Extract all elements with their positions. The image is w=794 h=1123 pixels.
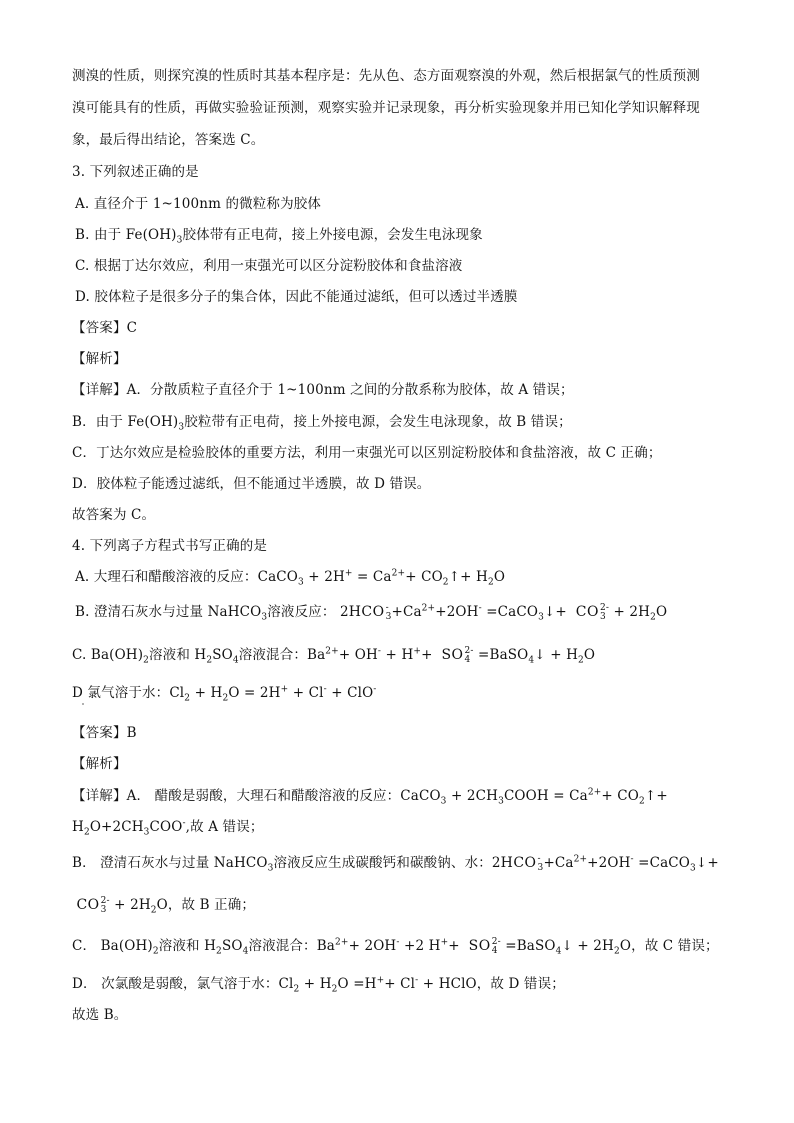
q3-option-b: B. 由于 $Fe(OH)_3$胶体带有正电荷，接上外接电源，会发生电泳现象: [75, 227, 483, 246]
q3-conclusion: 故答案为 C。: [72, 507, 156, 523]
q3-option-c: C. 根据丁达尔效应，利用一束强光可以区分淀粉胶体和食盐溶液: [75, 258, 463, 274]
q4-option-d: D 氯气溶于水：$Cl_2 + H_2O = 2H^+ + Cl^- + ClO^-$: [72, 684, 377, 704]
q3-detail-b: B．由于 $Fe(OH)_3$胶粒带有正电荷，接上外接电源，会发生电泳现象，故 B 错误；: [72, 414, 572, 433]
q4-detail-c: C． $Ba(OH)_2$溶液和 $H_2SO_4$溶液混合：$Ba^{2+}+ 2OH^- +2$ H++ SO 2- 4 =BaSO$_4$↓ + $2H_2O$，故 C 错误；: [72, 936, 719, 957]
intro-line-1: 测溴的性质，则探究溴的性质时其基本程序是：先从色、态方面观察溴的外观，然后根据氯气的性质预测: [72, 68, 700, 84]
q4-answer: 【答案】B: [72, 725, 137, 741]
q3-option-a: A. 直径介于 1~100nm 的微粒称为胶体: [75, 196, 322, 212]
q4-stem: 4. 下列离子方程式书写正确的是: [72, 538, 268, 554]
intro-line-2: 溴可能具有的性质，再做实验验证预测，观察实验并记录现象，再分析实验现象并用已知化学知识解释现: [72, 100, 700, 116]
q3-detail-a: 【详解】A．分散质粒子直径介于 1~100nm 之间的分散系称为胶体，故 A 错误；: [72, 382, 574, 398]
q4-detail-b-line2: CO 2- 3 + $2H_2O$，故 B 正确；: [76, 895, 256, 916]
q3-answer: 【答案】C: [72, 320, 138, 336]
q4-option-b: B. 澄清石灰水与过量 NaHCO$_3$溶液反应： 2HCO - 3 $+Ca^{2+}+2OH^-$ =CaCO$_3$↓+ CO 2- 3 + $2H_2O$: [75, 602, 668, 623]
q3-detail-c: C．丁达尔效应是检验胶体的重要方法，利用一束强光可以区别淀粉胶体和食盐溶液，故 C 正确；: [72, 445, 662, 461]
q4-option-a: A. 大理石和醋酸溶液的反应：CaCO$_3$ + $2H^+ = Ca^{2+}+$ $CO_2↑+ H_2O$: [75, 568, 506, 588]
q4-option-c: C. $Ba(OH)_2$溶液和 $H_2SO_4$溶液混合：$Ba^{2+}+ OH^- + H^++$ SO 2- 4 =BaSO$_4$↓ + $H_2O$: [72, 645, 596, 666]
q4-detail-b-line1: B． 澄清石灰水与过量 NaHCO$_3$溶液反应生成碳酸钙和碳酸钠、水：2HCO - 3 $+Ca^{2+}+2OH^-$ =CaCO$_3$↓+: [72, 853, 719, 874]
intro-line-3: 象，最后得出结论，答案选 C。: [72, 132, 265, 148]
q3-stem: 3. 下列叙述正确的是: [72, 164, 199, 180]
stray-dot: [82, 703, 84, 705]
q4-conclusion: 故选 B。: [72, 1007, 128, 1023]
q4-analysis-label: 【解析】: [72, 756, 127, 772]
q3-analysis-label: 【解析】: [72, 351, 127, 367]
q4-detail-a-line2: $H_2O+2CH_3COO^-$,故 A 错误；: [72, 818, 264, 838]
q3-option-d: D. 胶体粒子是很多分子的集合体，因此不能通过滤纸，但可以透过半透膜: [75, 289, 518, 305]
q4-detail-d: D． 次氯酸是弱酸，氯气溶于水：$Cl_2 + H_2O =H^++ Cl^-$ + HClO，故 D 错误；: [72, 975, 565, 995]
q3-detail-d: D．胶体粒子能透过滤纸，但不能通过半透膜，故 D 错误。: [72, 476, 431, 492]
q4-detail-a-line1: 【详解】A． 醋酸是弱酸，大理石和醋酸溶液的反应：CaCO$_3$ + $2CH_3COOH = Ca^{2+}+$ $CO_2↑+$: [72, 787, 668, 807]
